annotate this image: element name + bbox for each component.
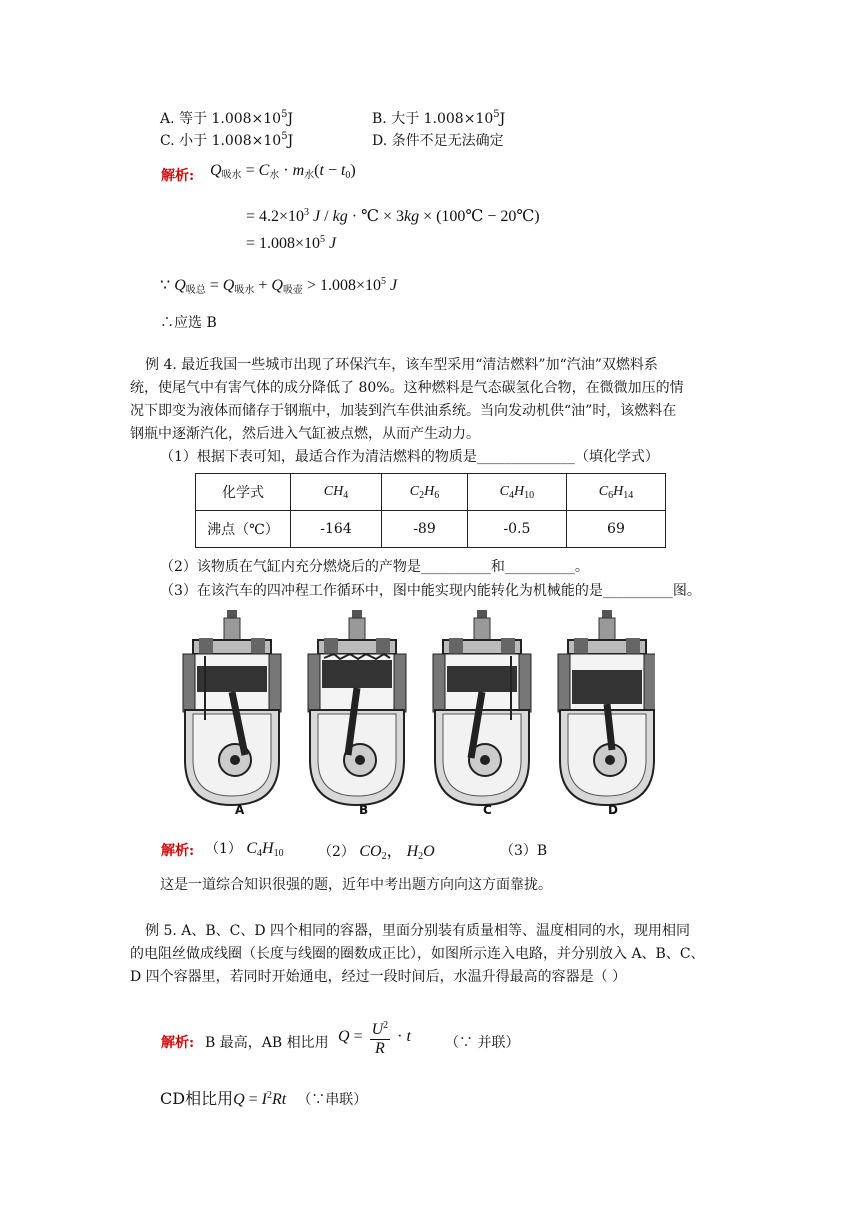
- table-header-formula: 化学式: [196, 474, 291, 511]
- analysis-label: 解析:: [161, 168, 195, 184]
- ex4-answer-3: （3）B: [500, 843, 548, 859]
- boiling-point-table: [195, 473, 666, 548]
- figure-label-d: D: [608, 803, 618, 817]
- ex4-intro-4: 钢瓶中逐渐汽化，然后进入气缸被点燃，从而产生动力。: [130, 426, 480, 442]
- ex4-answer-1: （1） $C_4H_{10}$: [205, 840, 284, 859]
- engine-c: [433, 610, 531, 805]
- ex4-intro-3: 况下即变为液体而储存于钢瓶中，加装到汽车供油系统。当向发动机供“油”时，该燃料在: [130, 403, 677, 419]
- boiling-ch4: -164: [291, 511, 382, 548]
- figure-label-b: B: [359, 803, 369, 817]
- engine-d: [558, 610, 655, 805]
- formula-c4h10: $C_4H_{10}$: [467, 474, 566, 511]
- series-line: [160, 1086, 367, 1109]
- figure-label-c: C: [483, 803, 492, 817]
- figure-label-a: A: [235, 803, 245, 817]
- option-a: A. 等于 $1.008\times 10^5J$: [160, 109, 294, 127]
- ex4-question-1: （1）根据下表可知，最适合作为清洁燃料的物质是______________（填化学式）: [160, 449, 659, 465]
- ex5-line-1: 例 5. A、B、C、D 四个相同的容器，里面分别装有质量相等、温度相同的水，现用相同: [145, 923, 691, 939]
- ex4-question-3: （3）在该汽车的四冲程工作循环中，图中能实现内能转化为机械能的是__________图。: [160, 583, 701, 599]
- heat-calculation: = $4.2\times 10^3$ J / kg · ℃ × 3kg × (100℃ − 20℃): [246, 207, 540, 225]
- series-note: （∵串联）: [297, 1092, 368, 1108]
- table-header-boiling: 沸点（℃）: [196, 511, 291, 548]
- ex5-answer-text: B 最高，AB 相比用: [205, 1035, 329, 1051]
- ex4-intro-2: 统，使尾气中有害气体的成分降低了 80%。这种燃料是气态碳氢化合物，在微微加压的情: [130, 380, 684, 396]
- ex5-line-3: D 四个容器里，若同时开始通电，经过一段时间后，水温升得最高的容器是（ ）: [130, 969, 627, 985]
- conclusion: ∴应选 B: [160, 315, 217, 331]
- boiling-c4h10: -0.5: [467, 511, 566, 548]
- option-b: B. 大于 $1.008\times 10^5J$: [372, 109, 506, 127]
- ex4-question-2: （2）该物质在气缸内充分燃烧后的产物是__________和__________。: [160, 559, 589, 575]
- formula-c2h6: $C_2H_6$: [382, 474, 468, 511]
- option-d: D. 条件不足无法确定: [372, 133, 504, 149]
- ex4-comment: 这是一道综合知识很强的题，近年中考出题方向向这方面靠拢。: [160, 877, 552, 893]
- engine-a: [183, 610, 281, 805]
- ex5-line-2: 的电阻丝做成线圈（长度与线圈的圈数成正比），如图所示连入电路，并分别放入 A、B、C、: [130, 946, 705, 962]
- ex4-intro-1: 例 4. 最近我国一些城市出现了环保汽车，该车型采用“清洁燃料”加“汽油”双燃料系: [145, 357, 658, 373]
- option-c: C. 小于 $1.008\times 10^5J$: [160, 131, 294, 149]
- formula-ch4: $CH_4$: [291, 474, 382, 511]
- ex5-answer-label: 解析:: [161, 1035, 195, 1051]
- engine-strokes-figure: [175, 610, 655, 825]
- parallel-formula: Q = $\frac{U^2}{R}$ · t: [338, 1017, 411, 1058]
- series-formula: $Q = I^2Rt$: [233, 1090, 287, 1108]
- boiling-c6h14: 69: [566, 511, 665, 548]
- heat-result: = $1.008\times 10^5$ J: [246, 234, 337, 252]
- engine-b: [308, 610, 406, 805]
- ex4-answer-label: 解析:: [161, 843, 195, 859]
- total-heat-inequality: ∵ $Q_{吸总} = Q_{吸水} + Q_{吸壶} > 1.008\times 10^5$ J: [160, 276, 398, 296]
- parallel-note: （∵ 并联）: [445, 1035, 520, 1051]
- boiling-c2h6: -89: [382, 511, 468, 548]
- ex4-answer-2: （2） $CO_2$， $H_2O$: [318, 843, 435, 862]
- cd-text: CD相比用: [160, 1089, 234, 1108]
- formula-c6h14: $C_6H_{14}$: [566, 474, 665, 511]
- heat-equation: $Q_{吸水} = C_水 \cdot m_水(t - t_0)$: [210, 162, 356, 181]
